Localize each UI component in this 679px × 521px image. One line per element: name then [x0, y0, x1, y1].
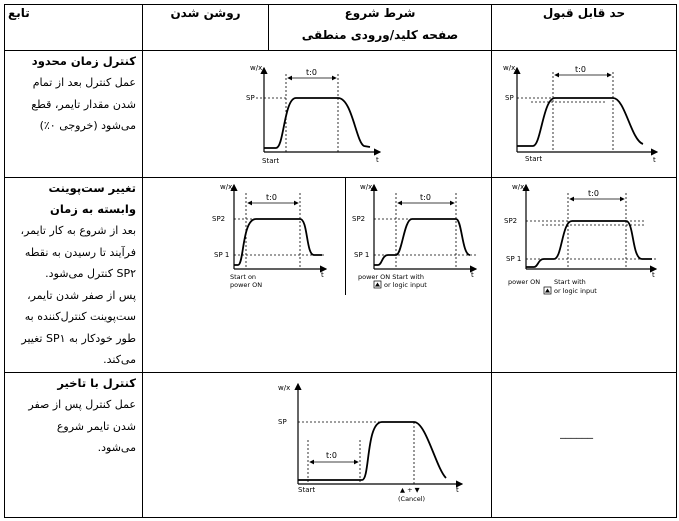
t-axis-label: t: [471, 271, 474, 279]
row3-desc-line: می‌شود.: [97, 441, 136, 454]
row3-function-text: [8, 373, 136, 459]
graph-setpoint-power-on: [210, 181, 340, 296]
graph-delayed-control: [276, 378, 472, 508]
row2-desc-line: می‌کند.: [103, 353, 136, 366]
or-logic-input-label: or logic input: [554, 287, 597, 295]
y-axis-label: w/x: [250, 64, 263, 72]
t-axis-label: t: [321, 271, 324, 279]
row1-desc-line: می‌شود (خروجی ۰٪): [39, 119, 136, 132]
table-col-divider: [676, 4, 677, 518]
row3-title: کنترل با تاخیر: [57, 376, 136, 390]
start-on-label: Start on: [230, 273, 257, 281]
table-col-divider: [491, 4, 492, 518]
timer-label: t:0: [420, 193, 431, 202]
y-axis-label: w/x: [360, 183, 373, 191]
row2-desc-line: پس از صفر شدن تایمر،: [27, 288, 136, 302]
header-start-condition-line1: شرط شروع: [344, 6, 416, 20]
power-on-label: power ON: [508, 278, 541, 286]
row2-desc-line: فرآیند تا رسیدن به نقطه: [24, 245, 136, 259]
power-on-label: power ON: [230, 281, 263, 289]
graph-setpoint-acceptable: [496, 181, 666, 301]
row2-title-line2: وابسته به زمان: [50, 202, 136, 216]
row2-title-line1: تغییر ست‌پوینت: [48, 181, 136, 195]
response-curve: [264, 98, 370, 148]
graph-time-limited-start: [244, 60, 394, 170]
y-axis-label: w/x: [503, 64, 516, 72]
start-label: Start: [525, 155, 543, 163]
table-col-divider: [142, 4, 143, 518]
y-axis-label: w/x: [512, 183, 525, 191]
sp1-label: SP 1: [506, 255, 522, 263]
graph-time-limited-acceptable: [497, 60, 667, 170]
cancel-label: (Cancel): [398, 495, 426, 503]
power-on-start-with-label: power ON Start with: [358, 273, 424, 281]
row3-desc-line: شدن تایمر شروع: [56, 419, 136, 433]
row3-acceptable-value: ______: [560, 426, 593, 439]
t-axis-label: t: [653, 156, 656, 164]
timer-label: t:0: [326, 451, 337, 460]
graph-setpoint-start-key: [352, 181, 488, 296]
header-function: تابع: [8, 6, 30, 20]
start-label: Start: [262, 157, 280, 165]
sp-label: SP: [278, 418, 287, 426]
y-axis-label: w/x: [220, 183, 233, 191]
header-power-on: روشن شدن: [170, 6, 241, 20]
sp2-label: SP2: [352, 215, 366, 223]
header-start-condition-line2: صفحه کلید/ورودی منطقی: [301, 28, 459, 42]
start-with-label: Start with: [554, 278, 586, 286]
timer-label: t:0: [306, 68, 317, 77]
sp1-label: SP 1: [214, 251, 230, 259]
table-col-divider: [345, 178, 346, 295]
y-axis-label: w/x: [278, 384, 291, 392]
row3-desc-line: عمل کنترل پس از صفر: [28, 398, 136, 411]
timer-label: t:0: [575, 65, 586, 74]
row2-desc-line: ست‌پوینت کنترل‌کننده به: [24, 310, 136, 323]
sp-label: SP: [505, 94, 514, 102]
sp2-label: SP2: [504, 217, 518, 225]
row1-function-text: [8, 51, 136, 137]
table-col-divider: [4, 4, 5, 518]
row1-desc-line: عمل کنترل بعد از تمام: [32, 76, 136, 89]
sp1-label: SP 1: [354, 251, 370, 259]
t-axis-label: t: [652, 271, 655, 279]
table-border-top: [4, 4, 676, 5]
row1-desc-line: شدن مقدار تایمر، قطع: [31, 97, 136, 111]
t-axis-label: t: [456, 486, 459, 494]
row2-desc-line: طور خودکار به SP۱ تغییر: [21, 331, 136, 345]
t-axis-label: t: [376, 156, 379, 164]
cancel-keys-label: ▲ + ▼: [400, 486, 420, 494]
or-logic-input-label: or logic input: [384, 281, 427, 289]
row2-function-text: [8, 178, 136, 371]
row2-desc-line: بعد از شروع به کار تایمر،: [20, 224, 136, 237]
timer-label: t:0: [588, 189, 599, 198]
table-border-bottom: [4, 517, 676, 518]
header-acceptable-limit: حد قابل قبول: [542, 6, 626, 20]
sp-label: SP: [246, 94, 255, 102]
row1-title: کنترل زمان محدود: [31, 54, 136, 68]
timer-label: t:0: [266, 193, 277, 202]
start-label: Start: [298, 486, 316, 494]
sp2-label: SP2: [212, 215, 226, 223]
row2-desc-line: SP۲ کنترل می‌شود.: [45, 267, 136, 280]
